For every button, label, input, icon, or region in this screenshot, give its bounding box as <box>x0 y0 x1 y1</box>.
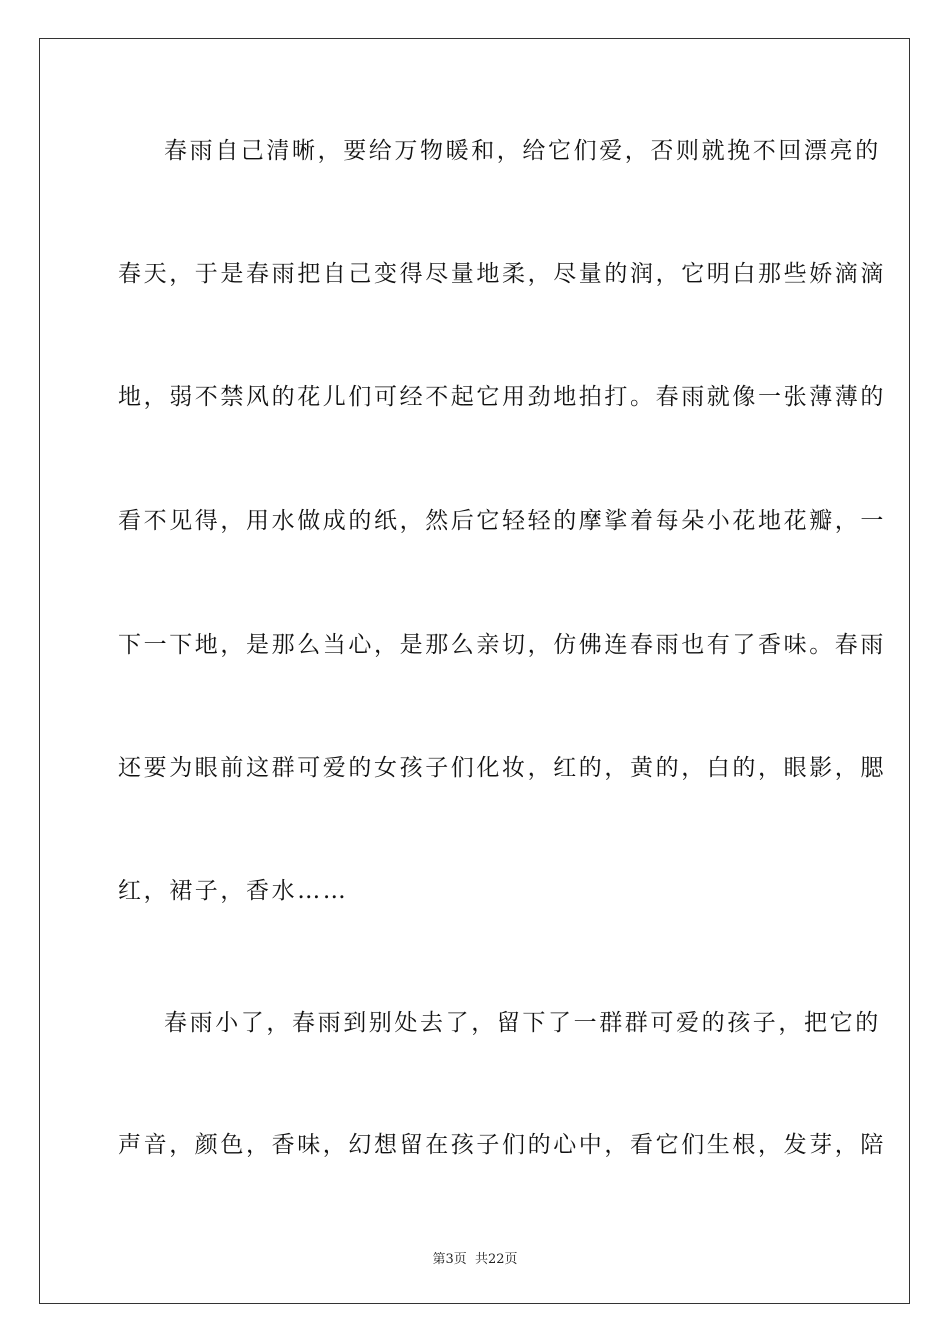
paragraph-line-7: 红，裙子，香水…… <box>118 878 349 904</box>
paragraph-line-8: 春雨小了，春雨到别处去了，留下了一群群可爱的孩子，把它的 <box>164 1010 881 1036</box>
paragraph-line-6: 还要为眼前这群可爱的女孩子们化妆，红的，黄的，白的，眼影，腮 <box>118 755 886 781</box>
paragraph-line-5: 下一下地，是那么当心，是那么亲切，仿佛连春雨也有了香味。春雨 <box>118 632 886 658</box>
paragraph-line-4: 看不见得，用水做成的纸，然后它轻轻的摩挲着每朵小花地花瓣，一 <box>118 508 886 534</box>
page-border <box>39 38 910 1304</box>
paragraph-line-1: 春雨自己清晰，要给万物暖和，给它们爱，否则就挽不回漂亮的 <box>164 138 881 164</box>
paragraph-line-9: 声音，颜色，香味，幻想留在孩子们的心中，看它们生根，发芽，陪 <box>118 1132 886 1158</box>
paragraph-line-2: 春天，于是春雨把自己变得尽量地柔，尽量的润，它明白那些娇滴滴 <box>118 261 886 287</box>
paragraph-line-3: 地，弱不禁风的花儿们可经不起它用劲地拍打。春雨就像一张薄薄的 <box>118 384 886 410</box>
page-number-footer: 第3页 共22页 <box>432 1252 518 1267</box>
